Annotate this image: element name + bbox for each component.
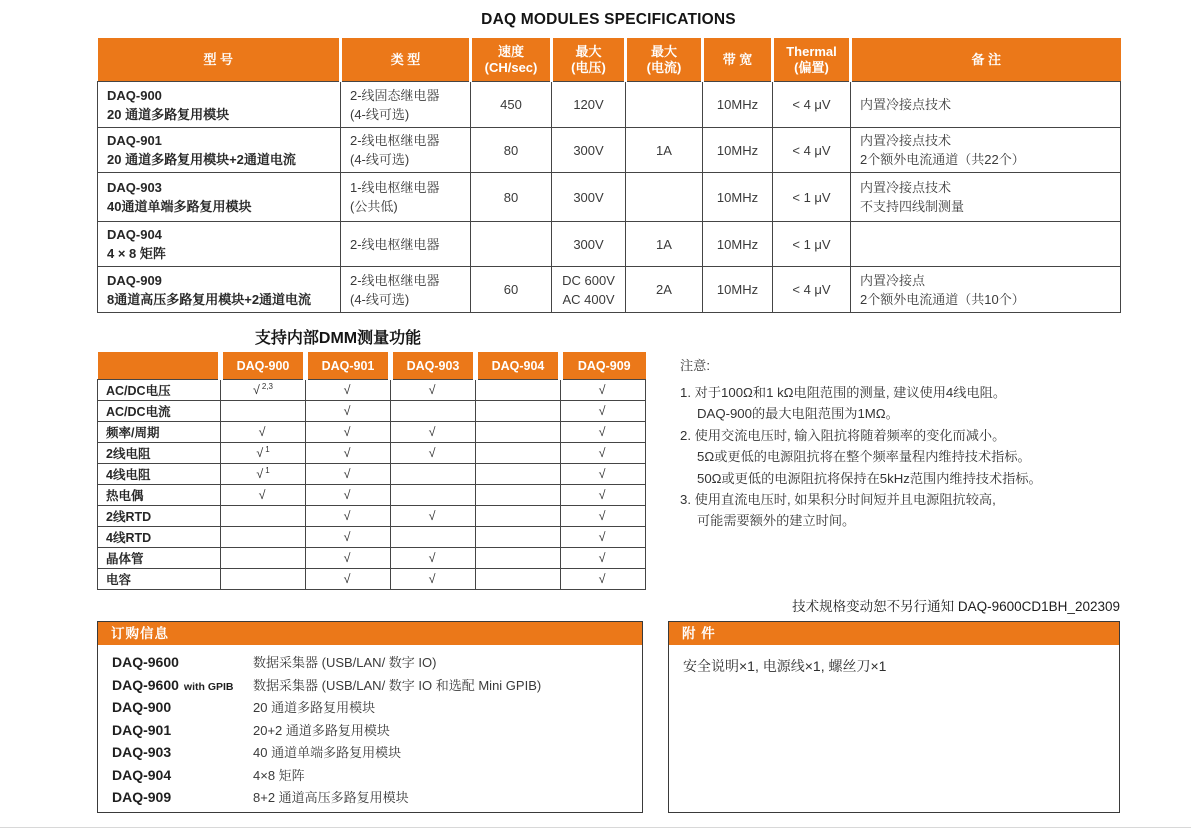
- dmm-row: [98, 422, 646, 443]
- dmm-check-cell: √: [306, 380, 391, 401]
- ordering-row: [112, 787, 642, 810]
- accessories-content: 安全说明×1, 电源线×1, 螺丝刀×1: [683, 658, 887, 674]
- dmm-check-cell: √: [221, 422, 306, 443]
- spec-cell-bandwidth: 10MHz: [703, 222, 773, 267]
- dmm-check-cell: [476, 464, 561, 485]
- spec-col-model: 型 号: [98, 38, 341, 82]
- ordering-model: DAQ-903: [112, 744, 172, 760]
- spec-cell-imax: 1A: [626, 128, 703, 173]
- ordering-row: [112, 742, 642, 765]
- spec-col-bandwidth: 带 宽: [703, 38, 773, 82]
- dmm-check-cell: √: [391, 548, 476, 569]
- spec-cell-model: DAQ-909 8通道高压多路复用模块+2通道电流: [98, 267, 341, 313]
- dmm-check-cell: √: [391, 443, 476, 464]
- spec-cell-type: 1-线电枢继电器 (公共低): [341, 173, 471, 222]
- dmm-row-label: 4线RTD: [98, 527, 221, 548]
- spec-cell-imax: 1A: [626, 222, 703, 267]
- dmm-check-cell: √: [306, 464, 391, 485]
- ordering-row: [112, 675, 642, 698]
- dmm-row-label: AC/DC电流: [98, 401, 221, 422]
- spec-cell-bandwidth: 10MHz: [703, 267, 773, 313]
- ordering-desc: 4×8 矩阵: [253, 767, 305, 783]
- spec-cell-imax: [626, 82, 703, 128]
- dmm-check-cell: [476, 548, 561, 569]
- dmm-row: [98, 569, 646, 590]
- dmm-check-cell: √: [391, 569, 476, 590]
- dmm-check-cell: √: [561, 485, 646, 506]
- ordering-model: DAQ-9600: [112, 654, 179, 670]
- ordering-row: [112, 720, 642, 743]
- dmm-check-cell: √: [561, 380, 646, 401]
- spec-row-daq900: [98, 82, 1121, 128]
- spec-cell-note: 内置冷接点技术: [851, 82, 1121, 128]
- notes-panel: [680, 356, 1132, 532]
- dmm-check-cell: √: [306, 548, 391, 569]
- dmm-check-cell: [391, 464, 476, 485]
- dmm-check-cell: [476, 506, 561, 527]
- dmm-check-cell: √: [221, 485, 306, 506]
- ordering-desc: 数据采集器 (USB/LAN/ 数字 IO 和选配 Mini GPIB): [253, 677, 542, 693]
- dmm-check-cell: √: [561, 506, 646, 527]
- spec-cell-thermal: < 1 μV: [773, 173, 851, 222]
- spec-change-note: 技术规格变动恕不另行通知 DAQ-9600CD1BH_202309: [792, 599, 1120, 614]
- ordering-model: DAQ-909: [112, 789, 172, 805]
- spec-cell-note: 内置冷接点 2个额外电流通道（共10个）: [851, 267, 1121, 313]
- spec-cell-speed: 60: [471, 267, 552, 313]
- dmm-check-cell: √: [561, 569, 646, 590]
- notes-title: 注意:: [680, 358, 711, 373]
- dmm-check-cell: [476, 569, 561, 590]
- spec-row-daq904: [98, 222, 1121, 267]
- spec-cell-note: 内置冷接点技术 2个额外电流通道（共22个）: [851, 128, 1121, 173]
- spec-cell-thermal: < 4 μV: [773, 267, 851, 313]
- dmm-row-label: 晶体管: [98, 548, 221, 569]
- spec-cell-vmax: DC 600V AC 400V: [552, 267, 626, 313]
- spec-col-speed: 速度 (CH/sec): [471, 38, 552, 82]
- dmm-check-cell: √: [306, 422, 391, 443]
- dmm-row-label: 电容: [98, 569, 221, 590]
- dmm-check-cell: [221, 527, 306, 548]
- spec-cell-speed: 450: [471, 82, 552, 128]
- dmm-row: [98, 527, 646, 548]
- dmm-row: [98, 380, 646, 401]
- spec-cell-vmax: 120V: [552, 82, 626, 128]
- spec-row-daq909: [98, 267, 1121, 313]
- dmm-col-daq903: DAQ-903: [391, 352, 476, 380]
- dmm-check-cell: √: [391, 506, 476, 527]
- ordering-header: 订购信息: [98, 622, 642, 645]
- dmm-check-cell: [221, 548, 306, 569]
- ordering-model: DAQ-900: [112, 699, 172, 715]
- dmm-check-cell: √: [561, 443, 646, 464]
- spec-cell-note: 内置冷接点技术 不支持四线制测量: [851, 173, 1121, 222]
- spec-cell-type: 2-线固态继电器 (4-线可选): [341, 82, 471, 128]
- dmm-check-cell: √: [306, 527, 391, 548]
- ordering-box: [97, 621, 643, 813]
- dmm-check-cell: √: [306, 569, 391, 590]
- dmm-check-cell: [476, 401, 561, 422]
- ordering-desc: 20+2 通道多路复用模块: [253, 722, 390, 738]
- dmm-check-cell: √: [306, 443, 391, 464]
- spec-row-daq903: [98, 173, 1121, 222]
- note-line: 50Ω或更低的电源阻抗将保持在5kHz范围内维持技术指标。: [697, 470, 1042, 486]
- dmm-row-label: 频率/周期: [98, 422, 221, 443]
- ordering-row: [112, 652, 642, 675]
- dmm-col-daq909: DAQ-909: [561, 352, 646, 380]
- spec-cell-bandwidth: 10MHz: [703, 128, 773, 173]
- spec-table: [97, 38, 1121, 313]
- dmm-row: [98, 401, 646, 422]
- spec-col-imax: 最大 (电流): [626, 38, 703, 82]
- dmm-col-daq904: DAQ-904: [476, 352, 561, 380]
- spec-cell-imax: [626, 173, 703, 222]
- ordering-row: [112, 765, 642, 788]
- spec-cell-thermal: < 4 μV: [773, 82, 851, 128]
- dmm-row: [98, 464, 646, 485]
- dmm-row: [98, 548, 646, 569]
- dmm-row: [98, 485, 646, 506]
- dmm-check-cell: √ $^{2,3}$: [221, 380, 306, 401]
- dmm-check-cell: √: [561, 548, 646, 569]
- dmm-check-cell: √: [561, 464, 646, 485]
- ordering-list: [98, 645, 642, 810]
- dmm-row-label: 4线电阻: [98, 464, 221, 485]
- dmm-check-cell: √: [561, 422, 646, 443]
- note-line: 2. 使用交流电压时, 输入阻抗将随着频率的变化而减小。: [680, 427, 1006, 443]
- spec-cell-vmax: 300V: [552, 173, 626, 222]
- dmm-check-cell: [391, 485, 476, 506]
- note-line: 可能需要额外的建立时间。: [697, 513, 856, 529]
- page-bottom-edge: [0, 827, 1191, 828]
- dmm-check-cell: [221, 569, 306, 590]
- dmm-check-cell: √: [561, 527, 646, 548]
- dmm-check-cell: √: [391, 380, 476, 401]
- dmm-check-cell: √: [391, 422, 476, 443]
- dmm-check-cell: √: [306, 401, 391, 422]
- spec-cell-note: [851, 222, 1121, 267]
- dmm-row-label: 2线电阻: [98, 443, 221, 464]
- ordering-desc: 40 通道单端多路复用模块: [253, 745, 402, 760]
- dmm-table: [97, 352, 646, 590]
- dmm-check-cell: [476, 527, 561, 548]
- spec-cell-speed: 80: [471, 173, 552, 222]
- dmm-check-cell: √ $^1$: [221, 464, 306, 485]
- dmm-check-cell: [476, 485, 561, 506]
- dmm-check-cell: √: [561, 401, 646, 422]
- dmm-section-title: 支持内部DMM测量功能: [254, 330, 422, 347]
- spec-cell-model: DAQ-900 20 通道多路复用模块: [98, 82, 341, 128]
- dmm-col-blank: [98, 352, 221, 380]
- spec-table-container: [97, 38, 1121, 313]
- dmm-check-cell: √ $^1$: [221, 443, 306, 464]
- dmm-col-daq900: DAQ-900: [221, 352, 306, 380]
- page-title: DAQ MODULES SPECIFICATIONS: [481, 11, 736, 28]
- spec-cell-type: 2-线电枢继电器 (4-线可选): [341, 267, 471, 313]
- ordering-row: [112, 697, 642, 720]
- dmm-check-cell: √: [306, 506, 391, 527]
- spec-cell-speed: 80: [471, 128, 552, 173]
- accessories-header: 附 件: [669, 622, 1119, 645]
- spec-cell-speed: [471, 222, 552, 267]
- note-line: 3. 使用直流电压时, 如果积分时间短并且电源阻抗较高,: [680, 492, 996, 508]
- spec-cell-vmax: 300V: [552, 128, 626, 173]
- note-line: 5Ω或更低的电源阻抗将在整个频率量程内维持技术指标。: [697, 449, 1031, 465]
- ordering-model-suffix: with GPIB: [183, 680, 234, 693]
- dmm-row-label: 2线RTD: [98, 506, 221, 527]
- spec-col-thermal: Thermal (偏置): [773, 38, 851, 82]
- spec-cell-thermal: < 4 μV: [773, 128, 851, 173]
- dmm-row-label: AC/DC电压: [98, 380, 221, 401]
- spec-cell-bandwidth: 10MHz: [703, 82, 773, 128]
- spec-cell-type: 2-线电枢继电器: [341, 222, 471, 267]
- spec-col-vmax: 最大 (电压): [552, 38, 626, 82]
- dmm-check-cell: √: [306, 485, 391, 506]
- dmm-row: [98, 506, 646, 527]
- dmm-check-cell: [221, 401, 306, 422]
- spec-col-type: 类 型: [341, 38, 471, 82]
- spec-header-row: [98, 38, 1121, 82]
- ordering-desc: 数据采集器 (USB/LAN/ 数字 IO): [253, 655, 437, 670]
- ordering-desc: 20 通道多路复用模块: [253, 700, 376, 715]
- dmm-row: [98, 443, 646, 464]
- dmm-check-cell: [391, 401, 476, 422]
- dmm-check-cell: [221, 506, 306, 527]
- spec-cell-type: 2-线电枢继电器 (4-线可选): [341, 128, 471, 173]
- spec-cell-model: DAQ-901 20 通道多路复用模块+2通道电流: [98, 128, 341, 173]
- spec-cell-vmax: 300V: [552, 222, 626, 267]
- spec-cell-model: DAQ-903 40通道单端多路复用模块: [98, 173, 341, 222]
- spec-cell-model: DAQ-904 4 × 8 矩阵: [98, 222, 341, 267]
- spec-row-daq901: [98, 128, 1121, 173]
- spec-cell-thermal: < 1 μV: [773, 222, 851, 267]
- dmm-row-label: 热电偶: [98, 485, 221, 506]
- spec-col-note: 备 注: [851, 38, 1121, 82]
- dmm-check-cell: [391, 527, 476, 548]
- dmm-check-cell: [476, 380, 561, 401]
- note-line: DAQ-900的最大电阻范围为1MΩ。: [697, 406, 899, 422]
- ordering-model: DAQ-904: [112, 766, 172, 783]
- dmm-col-daq901: DAQ-901: [306, 352, 391, 380]
- spec-cell-imax: 2A: [626, 267, 703, 313]
- ordering-desc: 8+2 通道高压多路复用模块: [253, 790, 409, 805]
- ordering-model: DAQ-901: [112, 721, 172, 738]
- accessories-box: [668, 621, 1120, 813]
- spec-cell-bandwidth: 10MHz: [703, 173, 773, 222]
- dmm-header-row: [98, 352, 646, 380]
- ordering-model: DAQ-9600: [112, 676, 179, 693]
- note-line: 1. 对于100Ω和1 kΩ电阻范围的测量, 建议使用4线电阻。: [680, 385, 1007, 400]
- dmm-table-container: [97, 352, 646, 590]
- dmm-check-cell: [476, 443, 561, 464]
- dmm-check-cell: [476, 422, 561, 443]
